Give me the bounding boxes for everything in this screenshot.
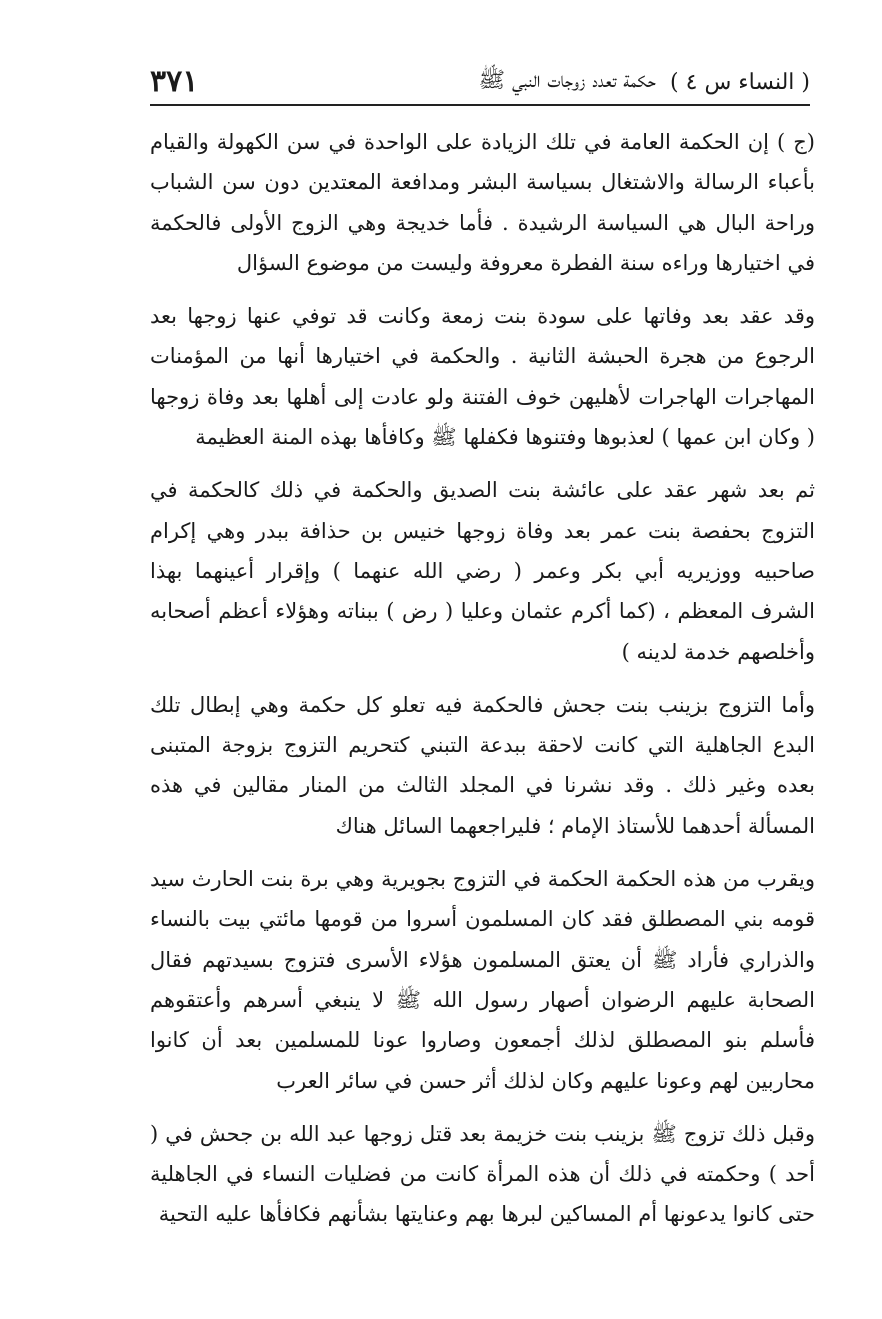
- paragraph-zaynab-jahsh: وأما التزوج بزينب بنت جحش فالحكمة فيه تعلو كل حكمة وهي إبطال تلك البدع الجاهلية التي كانت لاحقة ببدعة التبني كتحريم التزوج بزوجة المتبنى بعده وغير ذلك . وقد نشرنا في المجلد الثالث من المنار مقالين في هذه المسألة أحدهما للأستاذ الإمام ؛ فليراجعهما السائل هناك: [150, 692, 815, 838]
- paragraph-wisdom-general: (ج ) إن الحكمة العامة في تلك الزيادة على الواحدة في سن الكهولة والقيام بأعباء الرسالة والاشتغال بسياسة البشر ومدافعة المعتدين دون سن الشباب وراحة البال هي السياسة الرشيدة . فأما خديجة وهي الزوج الأولى فالحكمة في اختيارها وراءه سنة الفطرة معروفة وليست من موضوع السؤال: [150, 130, 815, 275]
- page-header: [150, 60, 810, 106]
- running-head: [478, 60, 810, 104]
- running-title: حكمة تعدد زوجات النبي ﷺ: [478, 68, 657, 93]
- paragraph-juwayriya: ويقرب من هذه الحكمة الحكمة في التزوج بجويرية وهي برة بنت الحارث سيد قومه بني المصطلق فقد كان المسلمون أسروا من قومها مائتي بيت بالنساء والذراري فأراد ﷺ أن يعتق المسلمون هؤلاء الأسرى فتزوج بسيدتهم فقال الصحابة عليهم الرضوان أصهار رسول الله ﷺ لا ينبغي أسرهم وأعتقوهم فأسلم بنو المصطلق لذلك أجمعون وصاروا عونا للمسلمين بعد أن كانوا محاربين لهم وعونا عليهم وكان لذلك أثر حسن في سائر العرب: [150, 867, 815, 1093]
- page-number: ٣٧١: [150, 64, 199, 99]
- header-rule: [150, 104, 810, 106]
- paragraph-zaynab-khuzayma: وقبل ذلك تزوج ﷺ بزينب بنت خزيمة بعد قتل زوجها عبد الله بن جحش في ( أحد ) وحكمته في ذلك أن هذه المرأة كانت من فضليات النساء في الجاهلية حتى كانوا يدعونها أم المساكين لبرها بهم وعنايتها بشأنهم فكافأها عليه التحية: [150, 1121, 815, 1227]
- paragraph-aisha-hafsa: ثم بعد شهر عقد على عائشة بنت الصديق والحكمة في ذلك كالحكمة في التزوج بحفصة بنت عمر بعد وفاة زوجها خنيس بن حذافة ببدر وهي إكرام صاحبيه ووزيريه أبي بكر وعمر ( رضي الله عنهما ) وإقرار أعينهما بهذا الشرف المعظم ، (كما أكرم عثمان وعليا ( رض ) ببناته وهؤلاء أعظم أصحابه وأخلصهم خدمة لدينه ): [150, 478, 815, 664]
- section-reference: ( النساء س ٤ ): [670, 69, 810, 95]
- page-body: [150, 122, 815, 1235]
- paragraph-sawda: وقد عقد بعد وفاتها على سودة بنت زمعة وكانت قد توفي عنها زوجها بعد الرجوع من هجرة الحبشة الثانية . والحكمة في اختيارها أنها من المؤمنات المهاجرات الهاجرات لأهليهن خوف الفتنة ولو عادت إلى أهلها بعد وفاة زوجها ( وكان ابن عمها ) لعذبوها وفتنوها فكفلها ﷺ وكافأها بهذه المنة العظيمة: [150, 304, 815, 450]
